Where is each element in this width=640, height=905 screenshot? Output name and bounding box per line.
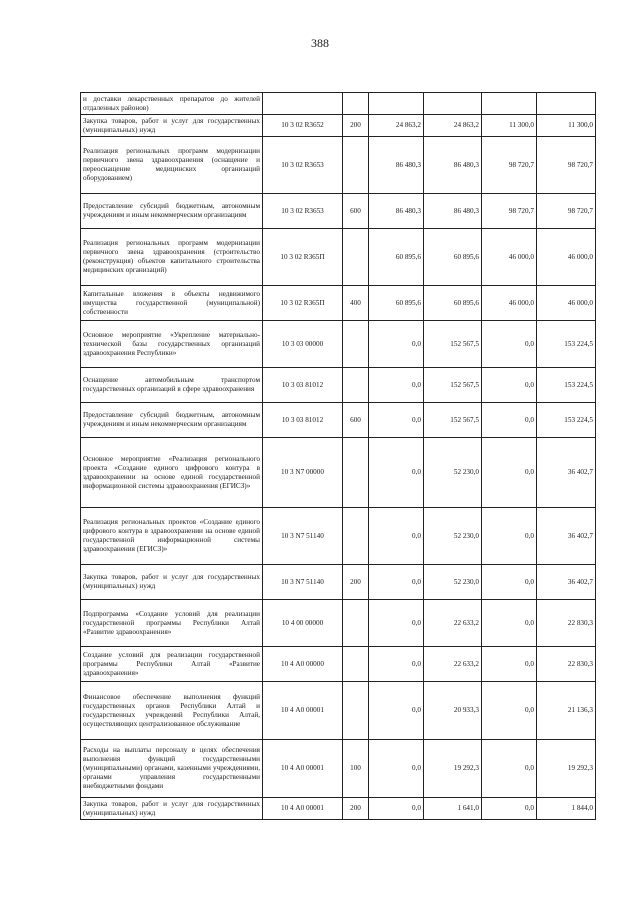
row-value-2: 86 480,3 [424, 137, 482, 194]
row-value-1: 0,0 [369, 682, 424, 740]
row-target-code: 10 3 N7 00000 [263, 438, 343, 508]
row-description: Закупка товаров, работ и услуг для государственных (муниципальных) нужд [81, 565, 263, 600]
row-value-4: 36 402,7 [537, 508, 596, 565]
row-value-4: 153 224,5 [537, 368, 596, 403]
row-value-2: 60 895,6 [424, 229, 482, 286]
row-value-2: 20 933,3 [424, 682, 482, 740]
row-expense-type [343, 438, 369, 508]
row-value-3: 0,0 [482, 321, 537, 368]
row-expense-type [343, 93, 369, 115]
row-description: Расходы на выплаты персоналу в целях обеспечения выполнения функций государственными (муниципальными) органами, казенными учреждениями, органами управления государственными внебюджетными фондами [81, 740, 263, 798]
row-value-4 [537, 93, 596, 115]
table-row [81, 438, 596, 508]
row-expense-type: 200 [343, 115, 369, 137]
row-expense-type [343, 647, 369, 682]
row-value-2 [424, 93, 482, 115]
row-value-1: 24 863,2 [369, 115, 424, 137]
row-target-code: 10 4 А0 00001 [263, 682, 343, 740]
row-value-2: 152 567,5 [424, 368, 482, 403]
row-description: Предоставление субсидий бюджетным, автономным учреждениям и иным некоммерческим организациям [81, 194, 263, 229]
row-value-2: 19 292,3 [424, 740, 482, 798]
row-value-4: 21 136,3 [537, 682, 596, 740]
row-description: Финансовое обеспечение выполнения функций государственных органов Республики Алтай и государственных учреждений Республики Алтай, осуществляющих централизованное обслуживание [81, 682, 263, 740]
row-target-code: 10 3 03 81012 [263, 403, 343, 438]
row-value-4: 98 720,7 [537, 194, 596, 229]
row-value-2: 52 230,0 [424, 508, 482, 565]
row-target-code: 10 3 02 R3653 [263, 194, 343, 229]
row-value-3: 0,0 [482, 368, 537, 403]
row-target-code [263, 93, 343, 115]
row-value-1: 0,0 [369, 600, 424, 647]
row-expense-type: 200 [343, 565, 369, 600]
budget-table [80, 92, 596, 820]
row-value-1: 0,0 [369, 438, 424, 508]
row-value-3: 0,0 [482, 508, 537, 565]
row-value-4: 11 300,0 [537, 115, 596, 137]
row-value-1: 0,0 [369, 647, 424, 682]
row-expense-type: 600 [343, 403, 369, 438]
row-target-code: 10 3 03 81012 [263, 368, 343, 403]
row-value-2: 60 895,6 [424, 286, 482, 321]
row-value-1: 0,0 [369, 368, 424, 403]
row-value-2: 22 633,2 [424, 600, 482, 647]
row-value-2: 24 863,2 [424, 115, 482, 137]
row-value-1: 60 895,6 [369, 229, 424, 286]
row-description: Закупка товаров, работ и услуг для государственных (муниципальных) нужд [81, 115, 263, 137]
row-expense-type [343, 137, 369, 194]
row-value-4: 22 830,3 [537, 647, 596, 682]
row-value-2: 1 641,0 [424, 798, 482, 820]
row-value-2: 52 230,0 [424, 438, 482, 508]
row-value-3: 98 720,7 [482, 137, 537, 194]
row-target-code: 10 3 03 00000 [263, 321, 343, 368]
row-description: Капитальные вложения в объекты недвижимого имущества государственной (муниципальной) собственности [81, 286, 263, 321]
row-value-3 [482, 93, 537, 115]
row-value-1: 86 480,3 [369, 194, 424, 229]
table-row [81, 600, 596, 647]
row-value-3: 0,0 [482, 682, 537, 740]
row-description: и доставки лекарственных препаратов до жителей отдаленных районов) [81, 93, 263, 115]
row-expense-type [343, 508, 369, 565]
row-value-1: 0,0 [369, 321, 424, 368]
table-row [81, 137, 596, 194]
row-value-4: 1 844,0 [537, 798, 596, 820]
table-row [81, 368, 596, 403]
row-value-1 [369, 93, 424, 115]
row-description: Основное мероприятие «Укрепление материально-технической базы государственных организаций здравоохранения Республики» [81, 321, 263, 368]
row-expense-type: 600 [343, 194, 369, 229]
table-row [81, 682, 596, 740]
row-target-code: 10 4 А0 00000 [263, 647, 343, 682]
row-value-4: 153 224,5 [537, 403, 596, 438]
table-row [81, 93, 596, 115]
row-value-3: 0,0 [482, 647, 537, 682]
row-description: Основное мероприятие «Реализация регионального проекта «Создание единого цифрового контура в здравоохранении на основе единой государственной информационной системы здравоохранения (ЕГИСЗ)» [81, 438, 263, 508]
row-target-code: 10 3 02 R3653 [263, 137, 343, 194]
table-body [81, 93, 596, 820]
row-expense-type [343, 682, 369, 740]
row-expense-type [343, 321, 369, 368]
row-value-1: 0,0 [369, 403, 424, 438]
row-value-1: 0,0 [369, 508, 424, 565]
row-expense-type: 100 [343, 740, 369, 798]
table-row [81, 286, 596, 321]
row-target-code: 10 4 А0 00001 [263, 798, 343, 820]
row-expense-type [343, 368, 369, 403]
row-description: Подпрограмма «Создание условий для реализации государственной программы Республики Алтай «Развитие здравоохранения» [81, 600, 263, 647]
table-row [81, 321, 596, 368]
row-expense-type: 200 [343, 798, 369, 820]
row-value-2: 52 230,0 [424, 565, 482, 600]
table-row [81, 740, 596, 798]
row-value-3: 11 300,0 [482, 115, 537, 137]
row-value-4: 98 720,7 [537, 137, 596, 194]
row-description: Предоставление субсидий бюджетным, автономным учреждениям и иным некоммерческим организациям [81, 403, 263, 438]
row-value-3: 0,0 [482, 798, 537, 820]
row-target-code: 10 3 N7 51140 [263, 565, 343, 600]
row-value-4: 46 000,0 [537, 229, 596, 286]
table-row [81, 115, 596, 137]
table-row [81, 194, 596, 229]
row-value-4: 19 292,3 [537, 740, 596, 798]
table-row [81, 508, 596, 565]
table-row [81, 798, 596, 820]
table-row [81, 229, 596, 286]
row-expense-type [343, 229, 369, 286]
row-value-1: 86 480,3 [369, 137, 424, 194]
row-value-4: 153 224,5 [537, 321, 596, 368]
row-value-4: 36 402,7 [537, 438, 596, 508]
row-description: Закупка товаров, работ и услуг для государственных (муниципальных) нужд [81, 798, 263, 820]
page-number: 388 [311, 36, 329, 50]
row-description: Оснащение автомобильным транспортом государственных организаций в сфере здравоохранения [81, 368, 263, 403]
row-value-3: 0,0 [482, 740, 537, 798]
row-target-code: 10 3 02 R3652 [263, 115, 343, 137]
row-value-3: 46 000,0 [482, 286, 537, 321]
row-target-code: 10 3 02 R365П [263, 229, 343, 286]
row-value-1: 60 895,6 [369, 286, 424, 321]
row-value-4: 36 402,7 [537, 565, 596, 600]
row-value-1: 0,0 [369, 798, 424, 820]
row-value-3: 98 720,7 [482, 194, 537, 229]
row-value-3: 0,0 [482, 403, 537, 438]
row-expense-type [343, 600, 369, 647]
table-row [81, 647, 596, 682]
row-value-2: 152 567,5 [424, 403, 482, 438]
row-description: Создание условий для реализации государственной программы Республики Алтай «Развитие здравоохранения» [81, 647, 263, 682]
row-value-3: 0,0 [482, 565, 537, 600]
row-value-3: 0,0 [482, 438, 537, 508]
table-row [81, 565, 596, 600]
row-description: Реализация региональных программ модернизации первичного звена здравоохранения (оснащение и переоснащение медицинских организаций оборудованием) [81, 137, 263, 194]
row-description: Реализация региональных проектов «Создание единого цифрового контура в здравоохранении на основе единой государственной информационной системы здравоохранения (ЕГИСЗ)» [81, 508, 263, 565]
row-target-code: 10 3 N7 51140 [263, 508, 343, 565]
row-value-1: 0,0 [369, 740, 424, 798]
row-value-4: 46 000,0 [537, 286, 596, 321]
row-value-2: 152 567,5 [424, 321, 482, 368]
row-expense-type: 400 [343, 286, 369, 321]
row-value-2: 22 633,2 [424, 647, 482, 682]
row-value-2: 86 480,3 [424, 194, 482, 229]
row-target-code: 10 4 А0 00001 [263, 740, 343, 798]
row-value-1: 0,0 [369, 565, 424, 600]
row-target-code: 10 4 00 00000 [263, 600, 343, 647]
row-value-3: 0,0 [482, 600, 537, 647]
table-row [81, 403, 596, 438]
row-description: Реализация региональных программ модернизации первичного звена здравоохранения (строительство (реконструкция) объектов капитального строительства медицинских организаций) [81, 229, 263, 286]
row-value-4: 22 830,3 [537, 600, 596, 647]
row-value-3: 46 000,0 [482, 229, 537, 286]
row-target-code: 10 3 02 R365П [263, 286, 343, 321]
